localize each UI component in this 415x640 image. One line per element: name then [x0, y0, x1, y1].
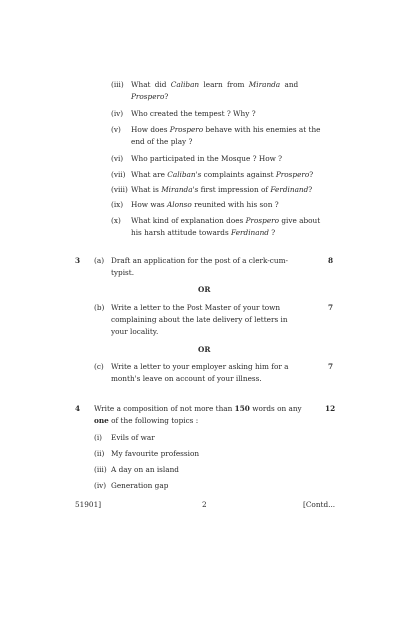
topic-text: A day on an island	[111, 465, 179, 474]
marks: 8	[328, 256, 334, 265]
continued-label: [Contd...	[303, 500, 336, 509]
item-label: (v)	[111, 125, 121, 134]
marks: 12	[325, 404, 336, 413]
item-label: (iii)	[111, 80, 124, 89]
part-label: (a)	[94, 256, 105, 265]
marks: 7	[328, 303, 334, 312]
topic-text: Generation gap	[111, 481, 169, 490]
item-text-line2: end of the play ?	[131, 137, 193, 146]
paper-code: 51901]	[75, 500, 102, 509]
part-label: (c)	[94, 362, 104, 371]
item-label: (vii)	[111, 170, 126, 179]
item-label: (x)	[111, 216, 121, 225]
item-text-line2: his harsh attitude towards Ferdinand ?	[131, 228, 276, 237]
marks: 7	[328, 362, 334, 371]
item-text: What is Miranda's first impression of Ferdinand?	[131, 185, 313, 194]
item-text: What did Caliban learn from Miranda and	[131, 80, 299, 89]
or-divider: OR	[198, 285, 211, 294]
part-text: Draft an application for the post of a clerk-cum-	[111, 256, 288, 265]
question-number: 4	[75, 404, 81, 413]
item-text: What are Caliban's complaints against Prospero?	[131, 170, 314, 179]
topic-text: My favourite profession	[111, 449, 200, 458]
item-text: Who created the tempest ? Why ?	[131, 109, 256, 118]
or-divider: OR	[198, 345, 211, 354]
part-text-line2: month's leave on account of your illness.	[111, 374, 262, 383]
part-text-line3: your locality.	[111, 327, 159, 336]
part-text-line2: complaining about the late delivery of letters in	[111, 315, 288, 324]
topic-text: Evils of war	[111, 433, 155, 442]
topic-label: (ii)	[94, 449, 105, 458]
question-text: Write a composition of not more than 150 words on any	[94, 404, 302, 413]
page-number: 2	[202, 500, 207, 509]
item-label: (viii)	[111, 185, 128, 194]
question-text-line2: one of the following topics :	[94, 416, 199, 425]
item-text: How does Prospero behave with his enemies at the	[131, 125, 321, 134]
topic-label: (iv)	[94, 481, 107, 490]
part-text: Write a letter to the Post Master of your town	[111, 303, 281, 312]
item-label: (ix)	[111, 200, 124, 209]
item-label: (vi)	[111, 154, 124, 163]
part-label: (b)	[94, 303, 105, 312]
topic-label: (i)	[94, 433, 103, 442]
item-label: (iv)	[111, 109, 124, 118]
part-text-line2: typist.	[111, 268, 135, 277]
part-text: Write a letter to your employer asking him for a	[111, 362, 289, 371]
question-number: 3	[75, 256, 81, 265]
item-text: Who participated in the Mosque ? How ?	[131, 154, 283, 163]
item-text-line2: Prospero?	[131, 92, 169, 101]
item-text: What kind of explanation does Prospero give about	[131, 216, 321, 225]
topic-label: (iii)	[94, 465, 107, 474]
item-text: How was Alonso reunited with his son ?	[131, 200, 279, 209]
